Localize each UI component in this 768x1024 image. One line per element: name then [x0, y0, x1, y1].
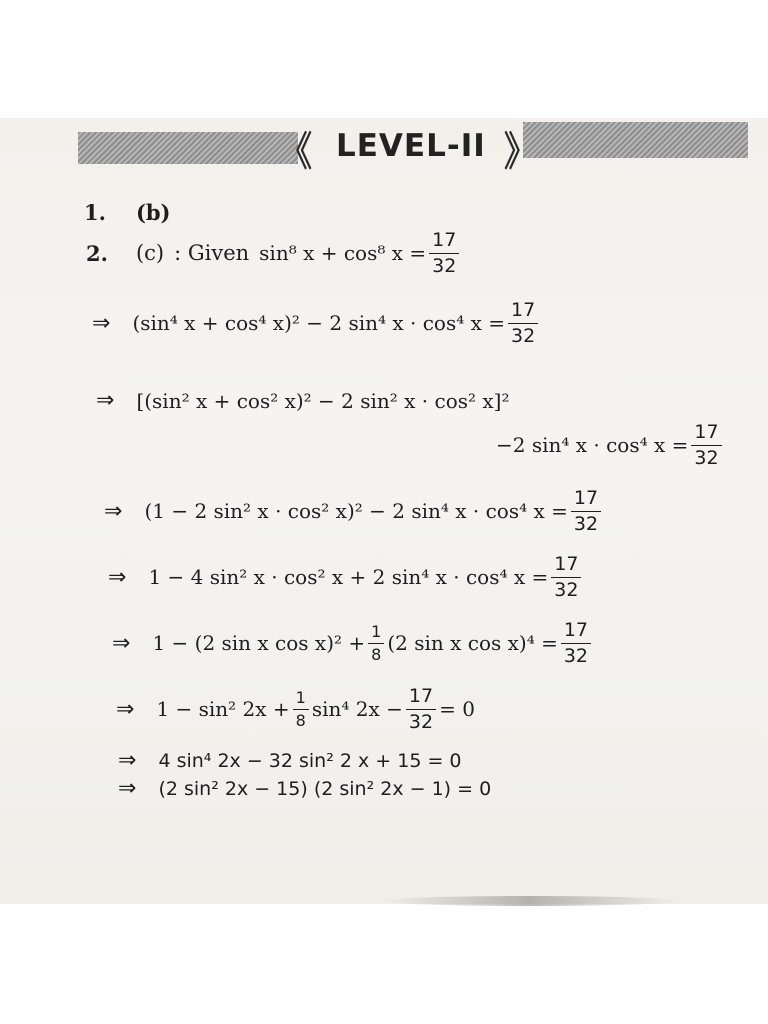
fraction: $\frac{17}{32}$: [691, 422, 721, 469]
answer-1: [84, 200, 171, 225]
page-edge-shadow: [380, 896, 680, 906]
chevron-left-icon: 《: [280, 129, 312, 175]
math-expression: (1 − 2 sin² x · cos² x)² − 2 sin⁴ x · cos⁴ x =: [144, 499, 568, 524]
derivation-line: [116, 686, 475, 733]
fraction: $\frac{17}{32}$: [508, 300, 538, 347]
fraction: $\frac{1}{8}$: [368, 623, 384, 663]
math-expression: 4 sin⁴ 2x − 32 sin² 2 x + 15 = 0: [158, 749, 462, 772]
derivation-line: [104, 488, 604, 535]
implies-icon: ⇒: [92, 310, 111, 336]
derivation-line: [118, 776, 491, 801]
implies-icon: ⇒: [118, 748, 137, 773]
math-expression: sin⁴ 2x −: [311, 697, 403, 722]
answer-number: 1.: [84, 200, 106, 225]
level-title: LEVEL-II: [336, 128, 486, 164]
implies-icon: ⇒: [118, 776, 137, 801]
math-expression: (sin⁴ x + cos⁴ x)² − 2 sin⁴ x · cos⁴ x =: [132, 311, 505, 336]
implies-icon: ⇒: [116, 696, 135, 722]
fraction: $\frac{17}{32}$: [406, 686, 436, 733]
math-expression: [(sin² x + cos² x)² − 2 sin² x · cos² x]²: [136, 388, 510, 413]
fraction: $\frac{17}{32}$: [429, 230, 459, 277]
derivation-line: [112, 620, 594, 667]
derivation-line: [108, 554, 584, 601]
math-expression: 1 − (2 sin x cos x)² +: [152, 631, 366, 656]
fraction: $\frac{1}{8}$: [293, 689, 309, 729]
math-expression: (2 sin² 2x − 15) (2 sin² 2x − 1) = 0: [158, 777, 492, 800]
implies-icon: ⇒: [112, 630, 131, 656]
implies-icon: ⇒: [104, 498, 123, 524]
math-expression: −2 sin⁴ x · cos⁴ x =: [496, 433, 689, 458]
answer-option: (c): [135, 241, 165, 266]
banner-band-right: [523, 122, 748, 158]
math-expression: = 0: [439, 697, 475, 722]
derivation-line: [96, 388, 510, 413]
chevron-right-icon: 》: [504, 129, 536, 175]
answer-text: : Given: [174, 241, 250, 266]
level-banner: [78, 118, 748, 174]
derivation-line: [92, 300, 541, 347]
answer-option: (b): [135, 200, 171, 225]
math-expression: (2 sin x cos x)⁴ =: [387, 631, 558, 656]
fraction: $\frac{17}{32}$: [571, 488, 601, 535]
math-expression: 1 − sin² 2x +: [156, 697, 290, 722]
math-expression: 1 − 4 sin² x · cos² x + 2 sin⁴ x · cos⁴ x =: [148, 565, 549, 590]
math-expression: sin⁸ x + cos⁸ x =: [259, 241, 427, 266]
derivation-line-cont: [496, 422, 725, 469]
implies-icon: ⇒: [108, 564, 127, 590]
banner-band-left: [78, 132, 298, 164]
answer-number: 2.: [86, 240, 108, 266]
fraction: $\frac{17}{32}$: [561, 620, 591, 667]
implies-icon: ⇒: [96, 388, 115, 413]
answer-2: [86, 230, 462, 277]
derivation-line: [118, 748, 462, 773]
fraction: $\frac{17}{32}$: [551, 554, 581, 601]
